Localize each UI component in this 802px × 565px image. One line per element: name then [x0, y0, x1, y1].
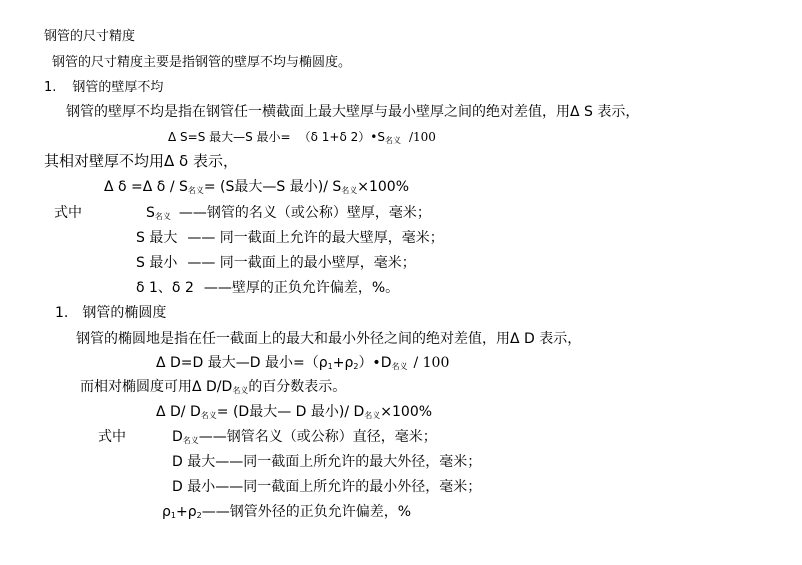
relative-ovality-intro	[80, 380, 346, 394]
term-sub: 2	[196, 511, 202, 520]
section1-definition: 钢管的壁厚不均是指在钢管任一横截面上最大壁厚与最小壁厚之间的绝对差值，用Δ S 表示，	[66, 104, 640, 120]
term-desc: —— 同一截面上允许的最大壁厚，毫米；	[187, 230, 444, 246]
term-symbol: D 最小	[172, 479, 216, 495]
term-symbol: D 最大	[172, 454, 216, 470]
section1-title: 钢管的壁厚不均	[72, 80, 164, 95]
term-row	[172, 455, 481, 469]
where-label-1: 式中	[54, 205, 82, 221]
relative-thickness-intro: 其相对壁厚不均用Δ δ 表示，	[44, 152, 238, 170]
term-symbol: S 最小	[136, 255, 178, 271]
term-desc: ——同一截面上所允许的最大外径，毫米；	[215, 454, 482, 470]
rel-formula-part-c: ×100%	[357, 179, 410, 195]
ovality-formula-sub1: 名义	[200, 411, 217, 420]
section1-number: 1.	[44, 80, 57, 95]
term-symbol: S	[146, 205, 155, 221]
term-symbol: δ 1、δ 2	[136, 280, 194, 296]
rel-formula-sub2: 名义	[341, 186, 358, 195]
term-row	[136, 256, 416, 270]
term-row	[136, 281, 399, 295]
ellipse-formula-sub3: 名义	[391, 362, 408, 371]
term-sub: 名义	[182, 436, 199, 445]
rel-formula-part-a: Δ δ =Δ δ / S	[104, 179, 188, 195]
ovality-intro-tail: 的百分数表示。	[248, 379, 347, 395]
term-row	[172, 430, 437, 444]
ovality-formula-a: Δ D/ D	[156, 404, 201, 420]
ovality-formula-c: ×100%	[380, 404, 433, 420]
rel-formula-sub1: 名义	[187, 186, 204, 195]
intro-line: 钢管的尺寸精度主要是指钢管的壁厚不均与椭圆度。	[52, 55, 352, 70]
rel-formula-part-b: = (S最大—S 最小)/ S	[203, 179, 342, 195]
ellipse-formula-b: +ρ	[332, 355, 354, 371]
section2-title: 钢管的椭圆度	[82, 305, 167, 321]
term-sub: 名义	[154, 212, 171, 221]
ovality-intro-text: 而相对椭圆度可用Δ D/D	[80, 379, 233, 395]
ellipse-formula-c: ）•D	[358, 355, 392, 371]
term-desc: ——壁厚的正负允许偏差，%。	[203, 280, 400, 296]
section2-formula	[156, 356, 449, 370]
term-row	[162, 505, 411, 519]
ellipse-formula-sub1: 1	[327, 362, 333, 371]
section2-definition: 钢管的椭圆地是指在任一截面上的最大和最小外径之间的绝对差值，用Δ D 表示，	[76, 331, 582, 347]
ellipse-formula-a: Δ D=D 最大—D 最小=（ρ	[156, 355, 328, 371]
formula-tail: /100	[408, 130, 436, 144]
formula-mid: （δ 1+δ 2）•S	[298, 130, 385, 144]
relative-ovality-formula	[156, 405, 432, 419]
section2-number: 1.	[55, 305, 69, 321]
ellipse-formula-d: / 100	[413, 355, 450, 371]
ovality-formula-sub2: 名义	[364, 411, 381, 420]
term-row	[172, 480, 481, 494]
term-symbol: D	[172, 429, 183, 445]
term-desc: ——钢管名义（或公称）直径，毫米；	[198, 429, 437, 445]
section1-heading	[44, 81, 163, 94]
formula-sub: 名义	[384, 136, 401, 145]
section1-formula	[168, 131, 436, 143]
ovality-formula-b: = (D最大— D 最小)/ D	[216, 404, 365, 420]
relative-thickness-formula	[104, 180, 409, 194]
term-desc: ——钢管的名义（或公称）壁厚，毫米；	[178, 205, 431, 221]
term-row	[146, 206, 431, 220]
term-desc: ——钢管外径的正负允许偏差，%	[201, 504, 412, 520]
ellipse-formula-sub2: 2	[353, 362, 359, 371]
term-row	[136, 231, 444, 245]
ovality-intro-sub: 名义	[232, 386, 249, 395]
where-label-2: 式中	[98, 429, 126, 445]
term-sub: 1	[170, 511, 176, 520]
section2-heading	[55, 306, 166, 320]
term-symbol: S 最大	[136, 230, 178, 246]
doc-heading: 钢管的尺寸精度	[44, 29, 136, 44]
formula-lhs: Δ S=S 最大—S 最小=	[168, 130, 291, 144]
term-desc: —— 同一截面上的最小壁厚，毫米；	[187, 255, 416, 271]
term-symbol: +ρ	[175, 504, 197, 520]
term-desc: ——同一截面上所允许的最小外径，毫米；	[215, 479, 482, 495]
term-symbol: ρ	[162, 504, 171, 520]
